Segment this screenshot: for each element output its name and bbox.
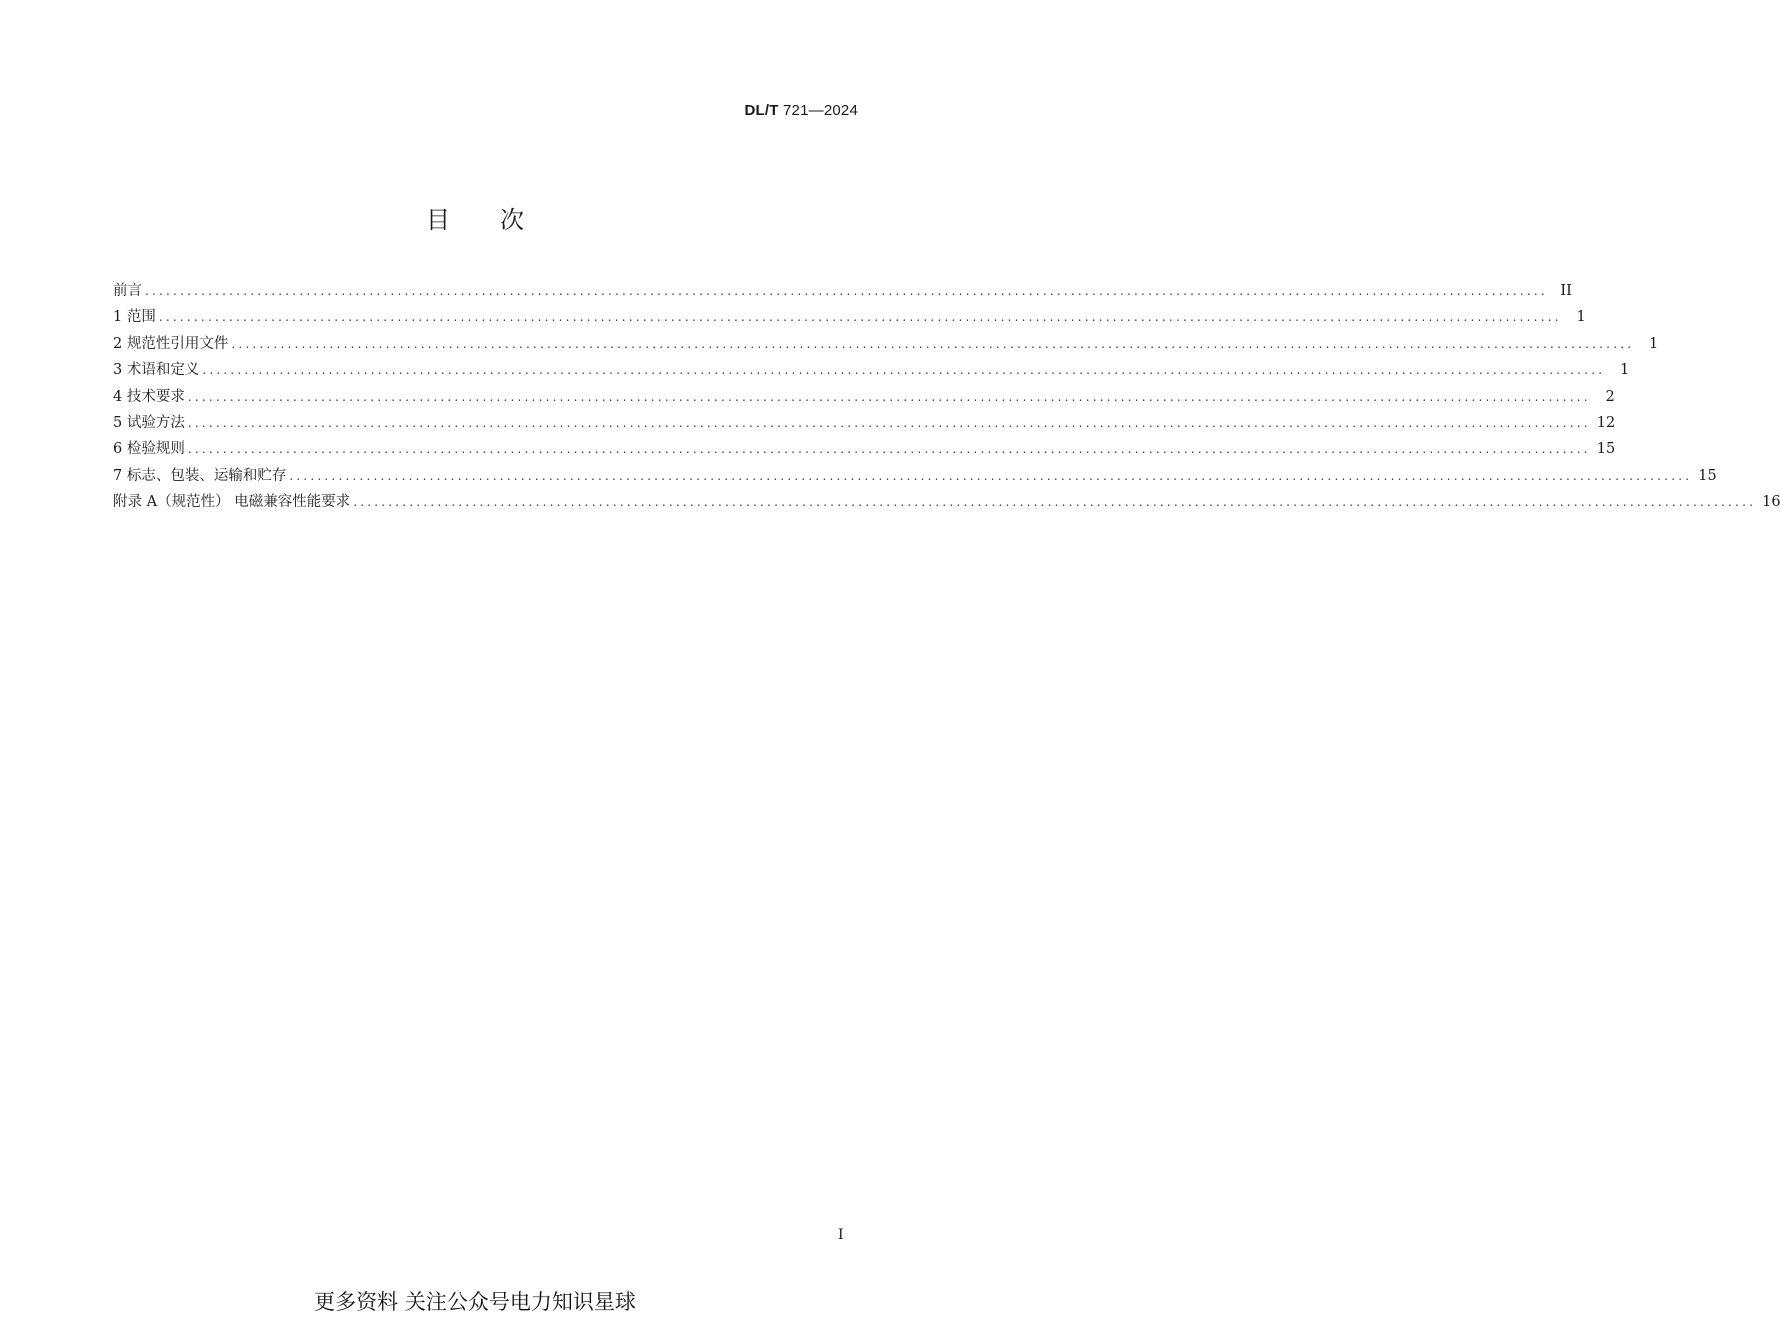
toc-entry-page: 1 xyxy=(1620,362,1630,379)
toc-leader-dots: ........................................................................................................................................................................................................ xyxy=(158,310,1562,325)
toc-entry-page: 1 xyxy=(1576,309,1586,326)
footer-note: 更多资料 关注公众号电力知识星球 xyxy=(314,1290,636,1314)
toc-entry-technical-requirements[interactable] xyxy=(113,384,1615,410)
standard-prefix: DL/T xyxy=(744,102,779,119)
toc-entry-label: 3 术语和定义 xyxy=(113,362,200,379)
toc-entry-label: 前言 xyxy=(113,283,142,299)
toc-entry-label: 附录 A（规范性） 电磁兼容性能要求 xyxy=(113,494,351,511)
toc-list xyxy=(113,278,1781,516)
toc-entry-page: 16 xyxy=(1762,494,1781,511)
toc-title: 目次 xyxy=(426,206,574,234)
toc-entry-page: 2 xyxy=(1605,388,1615,405)
toc-entry-appendix-a[interactable] xyxy=(113,489,1781,515)
toc-entry-label: 7 标志、包装、运输和贮存 xyxy=(113,467,287,484)
toc-entry-page: II xyxy=(1560,283,1572,299)
toc-entry-normative-references[interactable] xyxy=(113,331,1659,357)
standard-code xyxy=(744,102,858,119)
toc-leader-dots: ........................................................................................................................................................................................................ xyxy=(289,468,1693,483)
toc-entry-test-methods[interactable] xyxy=(113,410,1616,436)
toc-entry-label: 5 试验方法 xyxy=(113,414,185,431)
toc-entry-label: 4 技术要求 xyxy=(113,388,185,405)
toc-entry-label: 1 范围 xyxy=(113,309,156,326)
toc-leader-dots: ........................................................................................................................................................................................................ xyxy=(145,284,1548,298)
toc-entry-page: 15 xyxy=(1698,467,1717,484)
toc-entry-foreword[interactable] xyxy=(113,278,1572,304)
toc-entry-page: 12 xyxy=(1596,414,1616,431)
toc-entry-page: 1 xyxy=(1649,335,1659,352)
toc-leader-dots: ........................................................................................................................................................................................................ xyxy=(353,495,1757,510)
toc-entry-label: 2 规范性引用文件 xyxy=(113,335,229,352)
toc-entry-page: 15 xyxy=(1596,441,1616,458)
toc-leader-dots: ........................................................................................................................................................................................................ xyxy=(187,415,1591,430)
toc-entry-scope[interactable] xyxy=(113,304,1586,330)
toc-entry-label: 6 检验规则 xyxy=(113,441,185,458)
standard-number: 721—2024 xyxy=(783,102,858,119)
toc-entry-terms-definitions[interactable] xyxy=(113,357,1630,383)
toc-entry-inspection-rules[interactable] xyxy=(113,436,1616,462)
toc-entry-marking-packaging[interactable] xyxy=(113,463,1717,489)
toc-leader-dots: ........................................................................................................................................................................................................ xyxy=(187,389,1591,404)
toc-leader-dots: ........................................................................................................................................................................................................ xyxy=(187,442,1591,457)
toc-leader-dots: ........................................................................................................................................................................................................ xyxy=(231,336,1635,351)
page-number: I xyxy=(838,1227,844,1243)
toc-leader-dots: ........................................................................................................................................................................................................ xyxy=(202,363,1606,378)
